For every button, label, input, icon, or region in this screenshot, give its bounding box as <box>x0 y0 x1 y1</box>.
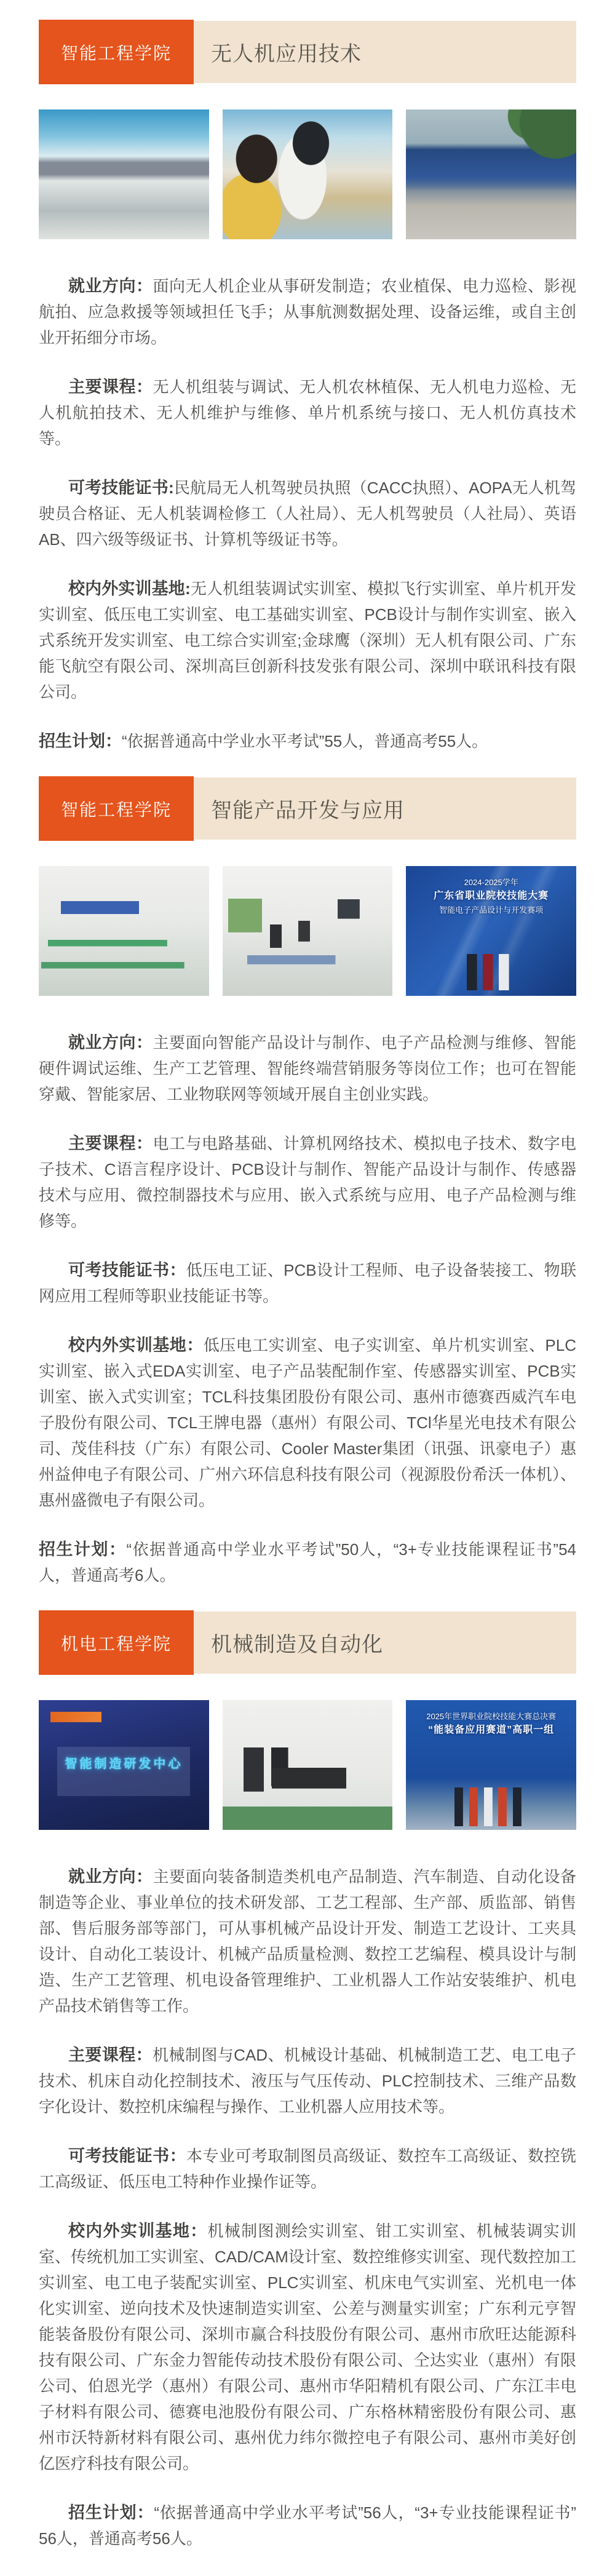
photo-caption-line: 2025年世界职业院校技能大赛总决赛 <box>426 1711 557 1721</box>
section-header-mechanical <box>39 1610 576 1675</box>
paragraph-text: “依据普通高中学业水平考试”55人，普通高考55人。 <box>122 732 488 750</box>
photo-row <box>39 109 576 239</box>
major-title-bar <box>194 1612 576 1674</box>
paragraph-text: 民航局无人机驾驶员执照（CACC执照）、AOPA无人机驾驶员合格证、无人机装调检修工（人社局）、无人机驾驶员（人社局）、英语AB、四六级等级证书、计算机等级证书等。 <box>39 479 576 549</box>
paragraph-skill-certificates <box>39 1257 576 1309</box>
paragraph-training-bases <box>39 2218 576 2476</box>
paragraph-label: 校内外实训基地: <box>68 579 191 598</box>
photo-caption-line: 智能制造研发中心 <box>65 1757 183 1771</box>
paragraph-text: “依据普通高中学业水平考试”56人，“3+专业技能课程证书”56人，普通高考56人。 <box>39 2503 577 2548</box>
college-badge: 机电工程学院 <box>39 1610 194 1675</box>
paragraph-skill-certificates <box>39 2143 576 2195</box>
paragraph-training-bases <box>39 576 576 705</box>
photo-gd-skills-competition <box>406 866 576 996</box>
paragraph-enrollment-plan <box>39 2500 576 2551</box>
paragraph-text: 主要面向智能产品设计与制作、电子产品检测与维修、智能硬件调试运维、生产工艺管理、智能终端营销服务等岗位工作；也可在智能穿戴、智能家居、工业物联网等领域开展自主创业实践。 <box>39 1033 576 1103</box>
paragraph-text: 低压电工证、PCB设计工程师、电子设备装接工、物联网应用工程师等职业技能证书等。 <box>39 1261 577 1305</box>
paragraph-main-courses <box>39 2042 576 2120</box>
paragraph-text: 面向无人机企业从事研发制造；农业植保、电力巡检、影视航拍、应急救援等领域担任飞手；从事航测数据处理、设备运维，或自主创业开拓细分市场。 <box>39 277 576 347</box>
photo-electronics-classroom <box>223 866 393 996</box>
paragraph-employment-direction <box>39 1030 576 1107</box>
paragraph-text: 主要面向装备制造类机电产品制造、汽车制造、自动化设备制造等企业、事业单位的技术研发部、工艺工程部、生产部、质监部、销售部、售后服务部等部门，可从事机械产品设计开发、制造工艺设计、工夹具设计、自动化工装设计、机械产品质量检测、数控工艺编程、模具设计与制造、生产工艺管理、机电设备管理维护、工业机器人工作站安装维护、机电产品技术销售等工作。 <box>39 1867 576 2015</box>
section-paragraphs <box>39 273 576 754</box>
section-uav <box>0 20 615 754</box>
paragraph-training-bases <box>39 1332 576 1513</box>
section-smart-product <box>0 776 615 1588</box>
paragraph-label: 主要课程： <box>68 2046 153 2064</box>
photo-uav-practice-class <box>223 109 393 239</box>
paragraph-skill-certificates <box>39 475 576 552</box>
paragraph-text: 本专业可考取制图员高级证、数控车工高级证、数控铣工高级证、低压电工特种作业操作证等。 <box>39 2147 576 2191</box>
photo-uav-training-room <box>39 109 209 239</box>
college-badge: 智能工程学院 <box>39 776 194 841</box>
photo-caption-line: “能装备应用赛道”高职一组 <box>428 1725 555 1736</box>
paragraph-label: 招生计划： <box>39 732 122 750</box>
major-title-bar <box>194 21 576 83</box>
paragraph-label: 就业方向： <box>68 277 153 295</box>
section-paragraphs <box>39 1864 576 2551</box>
paragraph-label: 就业方向： <box>68 1033 153 1052</box>
photo-caption <box>406 1711 576 1738</box>
section-mechanical <box>0 1610 615 2551</box>
photo-caption-line: 2024-2025学年 <box>464 877 518 887</box>
paragraph-label: 招生计划： <box>68 2503 154 2522</box>
section-paragraphs <box>39 1030 576 1588</box>
major-title: 智能产品开发与应用 <box>211 799 405 822</box>
photo-production-line-lab <box>39 866 209 996</box>
photo-machine-practice <box>223 1700 393 1830</box>
paragraph-label: 主要课程： <box>68 1134 153 1153</box>
paragraph-text: 机械制图测绘实训室、钳工实训室、机械装调实训室、传统机加工实训室、CAD/CAM设计室、数控维修实训室、现代数控加工实训室、电工电子装配实训室、PLC实训室、机床电气实训室、光机电一体化实训室、逆向技术及快速制造实训室、公差与测量实训室；广东利元亨智能装备股份有限公司、深圳市赢合科技股份有限公司、惠州市欣旺达能源科技有限公司、广东金力智能传动技术股份有限公司、仝达实业（惠州）有限公司、伯恩光学（惠州）有限公司、惠州市华阳精机有限公司、广东江丰电子材料有限公司、德赛电池股份有限公司、广东格林精密股份有限公司、惠州市沃特新材料有限公司、惠州优力纬尔微控电子有限公司、惠州市美好创亿医疗科技有限公司。 <box>39 2222 576 2473</box>
paragraph-label: 可考技能证书： <box>68 1261 186 1279</box>
paragraph-label: 校内外实训基地： <box>68 2222 208 2240</box>
paragraph-text: 无人机组装与调试、无人机农林植保、无人机电力巡检、无人机航拍技术、无人机维护与维修、单片机系统与接口、无人机仿真技术等。 <box>39 378 576 448</box>
photo-caption <box>39 1755 209 1774</box>
paragraph-label: 主要课程： <box>68 378 153 396</box>
paragraph-text: 电工与电路基础、计算机网络技术、模拟电子技术、数字电子技术、C语言程序设计、PCB设计与制作、智能产品设计与制作、传感器技术与应用、微控制器技术与应用、嵌入式系统与应用、电子产品检测与维修等。 <box>39 1134 576 1230</box>
paragraph-text: 机械制图与CAD、机械设计基础、机械制造工艺、电工电子技术、机床自动化控制技术、液压与气压传动、PLC控制技术、三维产品数字化设计、数控机床编程与操作、工业机器人应用技术等。 <box>39 2046 576 2116</box>
paragraph-employment-direction <box>39 273 576 351</box>
paragraph-label: 可考技能证书: <box>68 479 174 497</box>
paragraph-text: “依据普通高中学业水平考试”50人，“3+专业技能课程证书”54人，普通高考6人。 <box>39 1540 576 1584</box>
paragraph-employment-direction <box>39 1864 576 2019</box>
photo-caption-line: 智能电子产品设计与开发赛项 <box>439 905 544 915</box>
paragraph-text: 低压电工实训室、电子实训室、单片机实训室、PLC实训室、嵌入式EDA实训室、电子产品装配制作室、传感器实训室、PCB实训室、嵌入式实训室；TCL科技集团股份有限公司、惠州市德赛西威汽车电子股份有限公司、TCL王牌电器（惠州）有限公司、TCl华星光电技术有限公司、茂佳科技（广东）有限公司、Cooler Master集团（讯强、讯豪电子）惠州益伸电子有限公司、广州六环信息科技有限公司（视源股份希沃一体机）、惠州盛微电子有限公司。 <box>39 1336 576 1509</box>
major-title: 机械制造及自动化 <box>211 1633 383 1656</box>
paragraph-label: 招生计划： <box>39 1540 127 1559</box>
paragraph-enrollment-plan <box>39 1536 576 1588</box>
paragraph-main-courses <box>39 1131 576 1234</box>
major-title: 无人机应用技术 <box>211 42 362 66</box>
photo-row <box>39 1700 576 1830</box>
college-badge: 智能工程学院 <box>39 20 194 84</box>
paragraph-label: 就业方向： <box>68 1867 153 1886</box>
photo-row <box>39 866 576 996</box>
section-header-uav <box>39 20 576 84</box>
paragraph-enrollment-plan <box>39 728 576 754</box>
section-header-smart-product <box>39 776 576 841</box>
paragraph-label: 可考技能证书： <box>68 2147 187 2165</box>
photo-world-skills-competition <box>406 1700 576 1830</box>
major-title-bar <box>194 777 576 840</box>
program-sections <box>0 20 615 2551</box>
photo-uav-competition-outdoor <box>406 109 576 239</box>
photo-caption <box>406 877 576 916</box>
photo-smart-manufacturing-center <box>39 1700 209 1830</box>
paragraph-main-courses <box>39 374 576 451</box>
photo-caption-line: 广东省职业院校技能大赛 <box>434 891 549 902</box>
paragraph-label: 校内外实训基地： <box>68 1336 204 1354</box>
paragraph-text: 无人机组装调试实训室、模拟飞行实训室、单片机开发实训室、低压电工实训室、电工基础实训室、PCB设计与制作实训室、嵌入式系统开发实训室、电工综合实训室;金球鹰（深圳）无人机有限公司、广东能飞航空有限公司、深圳高巨创新科技发张有限公司、深圳中联讯科技有限公司。 <box>39 579 576 701</box>
